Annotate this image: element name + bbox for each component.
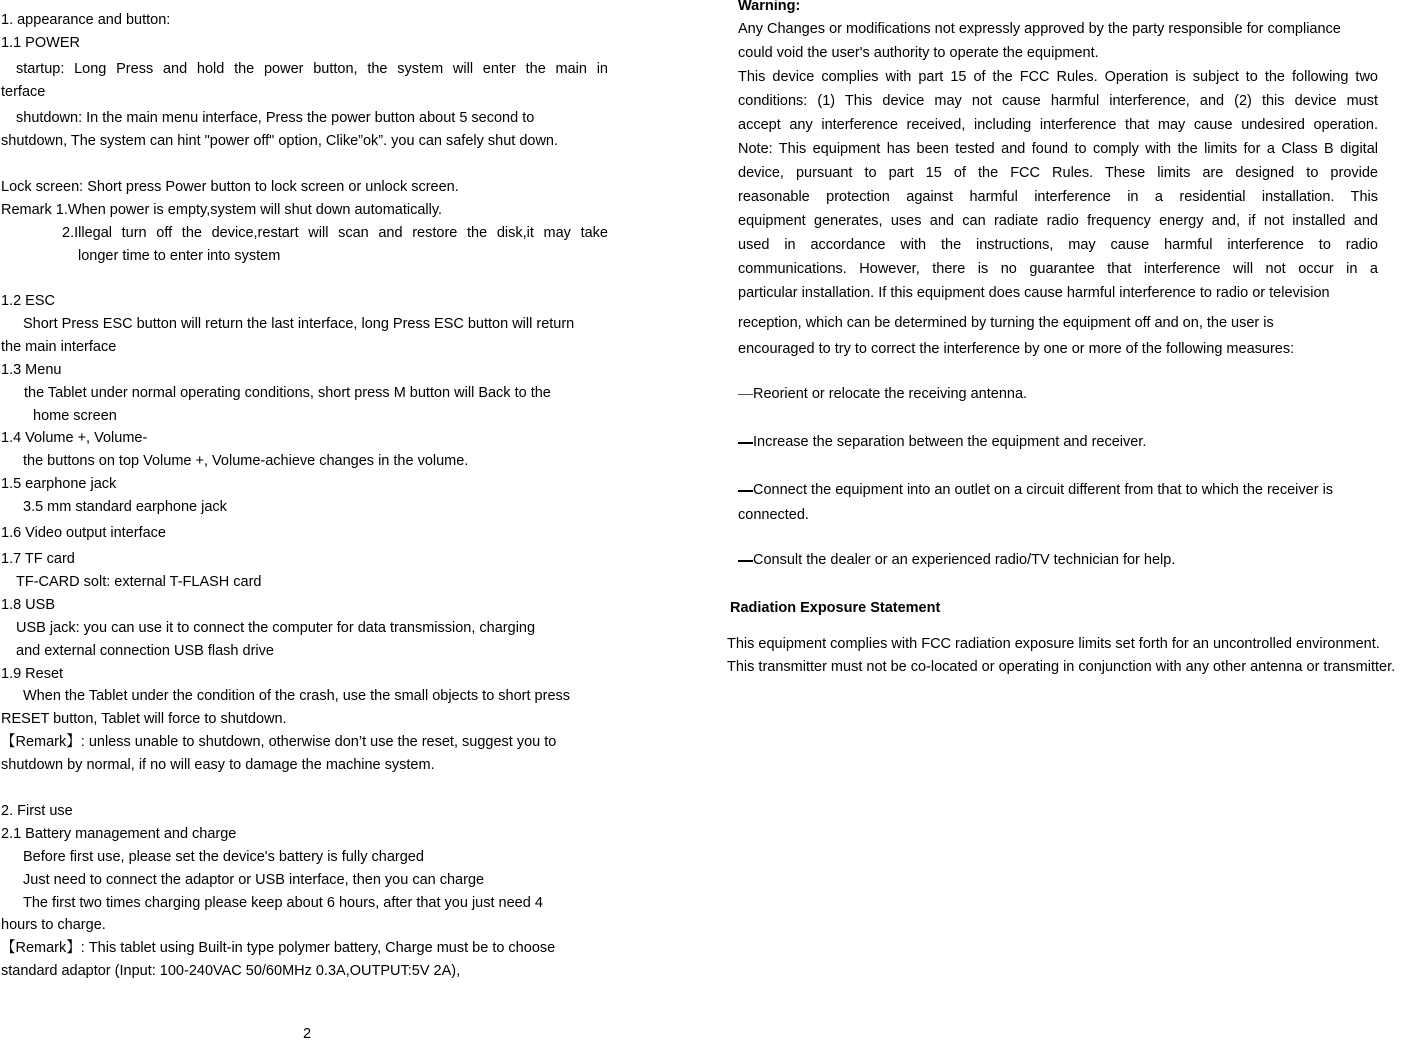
paragraph-line: standard adaptor (Input: 100-240VAC 50/60MHz 0.3A,OUTPUT:5V 2A), [1, 963, 461, 979]
measure-item: Connect the equipment into an outlet on a circuit different from that to which the receiver is [753, 482, 1334, 498]
paragraph-line: communications. However, there is no guarantee that interference will not occur in a [738, 261, 1378, 277]
paragraph-line: particular installation. If this equipment does cause harmful interference to radio or television [738, 285, 1330, 301]
measure-item: Consult the dealer or an experienced radio/TV technician for help. [753, 552, 1176, 568]
measure-item: Increase the separation between the equipment and receiver. [753, 434, 1147, 450]
paragraph-line: Short Press ESC button will return the last interface, long Press ESC button will return [23, 316, 575, 332]
paragraph-line: startup: Long Press and hold the power button, the system will enter the main in [16, 61, 608, 77]
paragraph-line: Remark 1.When power is empty,system will shut down automatically. [1, 202, 443, 218]
paragraph-line: 2.Illegal turn off the device,restart will scan and restore the disk,it may take [62, 225, 608, 241]
section-heading: 1. appearance and button: [1, 12, 171, 28]
radiation-line: This transmitter must not be co-located or operating in conjunction with any other antenna or transmitter. [727, 659, 1396, 675]
paragraph-line: Just need to connect the adaptor or USB interface, then you can charge [23, 872, 485, 888]
paragraph-line: encouraged to try to correct the interference by one or more of the following measures: [738, 341, 1295, 357]
paragraph-line: Note: This equipment has been tested and found to comply with the limits for a Class B digital [738, 141, 1378, 157]
radiation-line: This equipment complies with FCC radiation exposure limits set forth for an uncontrolled environment. [727, 636, 1380, 652]
paragraph-line: equipment generates, uses and can radiate radio frequency energy and, if not installed and [738, 213, 1378, 229]
remark-line: 【Remark】: This tablet using Built-in type polymer battery, Charge must be to choose [1, 940, 556, 956]
paragraph-line: device, pursuant to part 15 of the FCC Rules. These limits are designed to provide [738, 165, 1378, 181]
paragraph-line: accept any interference received, including interference that may cause undesired operation. [738, 117, 1378, 133]
subsection-heading: 1.9 Reset [1, 666, 64, 682]
page-number: 2 [303, 1026, 312, 1042]
paragraph-line: Lock screen: Short press Power button to lock screen or unlock screen. [1, 179, 459, 195]
paragraph-line: Before first use, please set the device's battery is fully charged [23, 849, 424, 865]
paragraph-line: When the Tablet under the condition of the crash, use the small objects to short press [23, 688, 571, 704]
paragraph-line: terface [1, 84, 46, 100]
paragraph-line: The first two times charging please keep about 6 hours, after that you just need 4 [23, 895, 543, 911]
dash-marker [738, 394, 753, 395]
paragraph-line: the buttons on top Volume +, Volume-achieve changes in the volume. [23, 453, 469, 469]
dash-marker [738, 442, 753, 444]
paragraph-line: shutdown by normal, if no will easy to damage the machine system. [1, 757, 435, 773]
subsection-heading: 1.4 Volume +, Volume- [1, 430, 148, 446]
dash-marker [738, 560, 753, 562]
paragraph-line: home screen [33, 408, 117, 424]
paragraph-line: reasonable protection against harmful interference in a residential installation. This [738, 189, 1378, 205]
paragraph-line: This device complies with part 15 of the FCC Rules. Operation is subject to the following two [738, 69, 1378, 85]
paragraph-line: and external connection USB flash drive [16, 643, 274, 659]
subsection-heading: 1.8 USB [1, 597, 55, 613]
measure-item: Reorient or relocate the receiving antenna. [753, 386, 1028, 402]
paragraph-line: RESET button, Tablet will force to shutdown. [1, 711, 287, 727]
paragraph-line: shutdown: In the main menu interface, Press the power button about 5 second to [16, 110, 535, 126]
subsection-heading: 1.3 Menu [1, 362, 62, 378]
paragraph-line: used in accordance with the instructions, may cause harmful interference to radio [738, 237, 1378, 253]
paragraph-line: the main interface [1, 339, 117, 355]
radiation-title: Radiation Exposure Statement [730, 600, 941, 616]
warning-title: Warning: [738, 0, 801, 14]
paragraph-line: longer time to enter into system [78, 248, 281, 264]
paragraph-line: USB jack: you can use it to connect the computer for data transmission, charging [16, 620, 536, 636]
paragraph-line: 3.5 mm standard earphone jack [23, 499, 227, 515]
subsection-heading: 1.1 POWER [1, 35, 80, 51]
remark-line: 【Remark】: unless unable to shutdown, otherwise don’t use the reset, suggest you to [1, 734, 557, 750]
dash-marker [738, 490, 753, 492]
subsection-heading: 2.1 Battery management and charge [1, 826, 237, 842]
subsection-heading: 1.6 Video output interface [1, 525, 166, 541]
paragraph-line: the Tablet under normal operating conditions, short press M button will Back to the [24, 385, 551, 401]
subsection-heading: 1.5 earphone jack [1, 476, 117, 492]
paragraph-line: TF-CARD solt: external T-FLASH card [16, 574, 262, 590]
measure-item-continued: connected. [738, 507, 809, 523]
subsection-heading: 1.2 ESC [1, 293, 55, 309]
paragraph-line: Any Changes or modifications not expressly approved by the party responsible for compliance [738, 21, 1341, 37]
paragraph-line: hours to charge. [1, 917, 106, 933]
paragraph-line: conditions: (1) This device may not cause harmful interference, and (2) this device must [738, 93, 1378, 109]
paragraph-line: reception, which can be determined by turning the equipment off and on, the user is [738, 315, 1274, 331]
subsection-heading: 1.7 TF card [1, 551, 75, 567]
paragraph-line: could void the user's authority to operate the equipment. [738, 45, 1099, 61]
section-heading: 2. First use [1, 803, 73, 819]
paragraph-line: shutdown, The system can hint "power off" option, Clike”ok”. you can safely shut down. [1, 133, 559, 149]
